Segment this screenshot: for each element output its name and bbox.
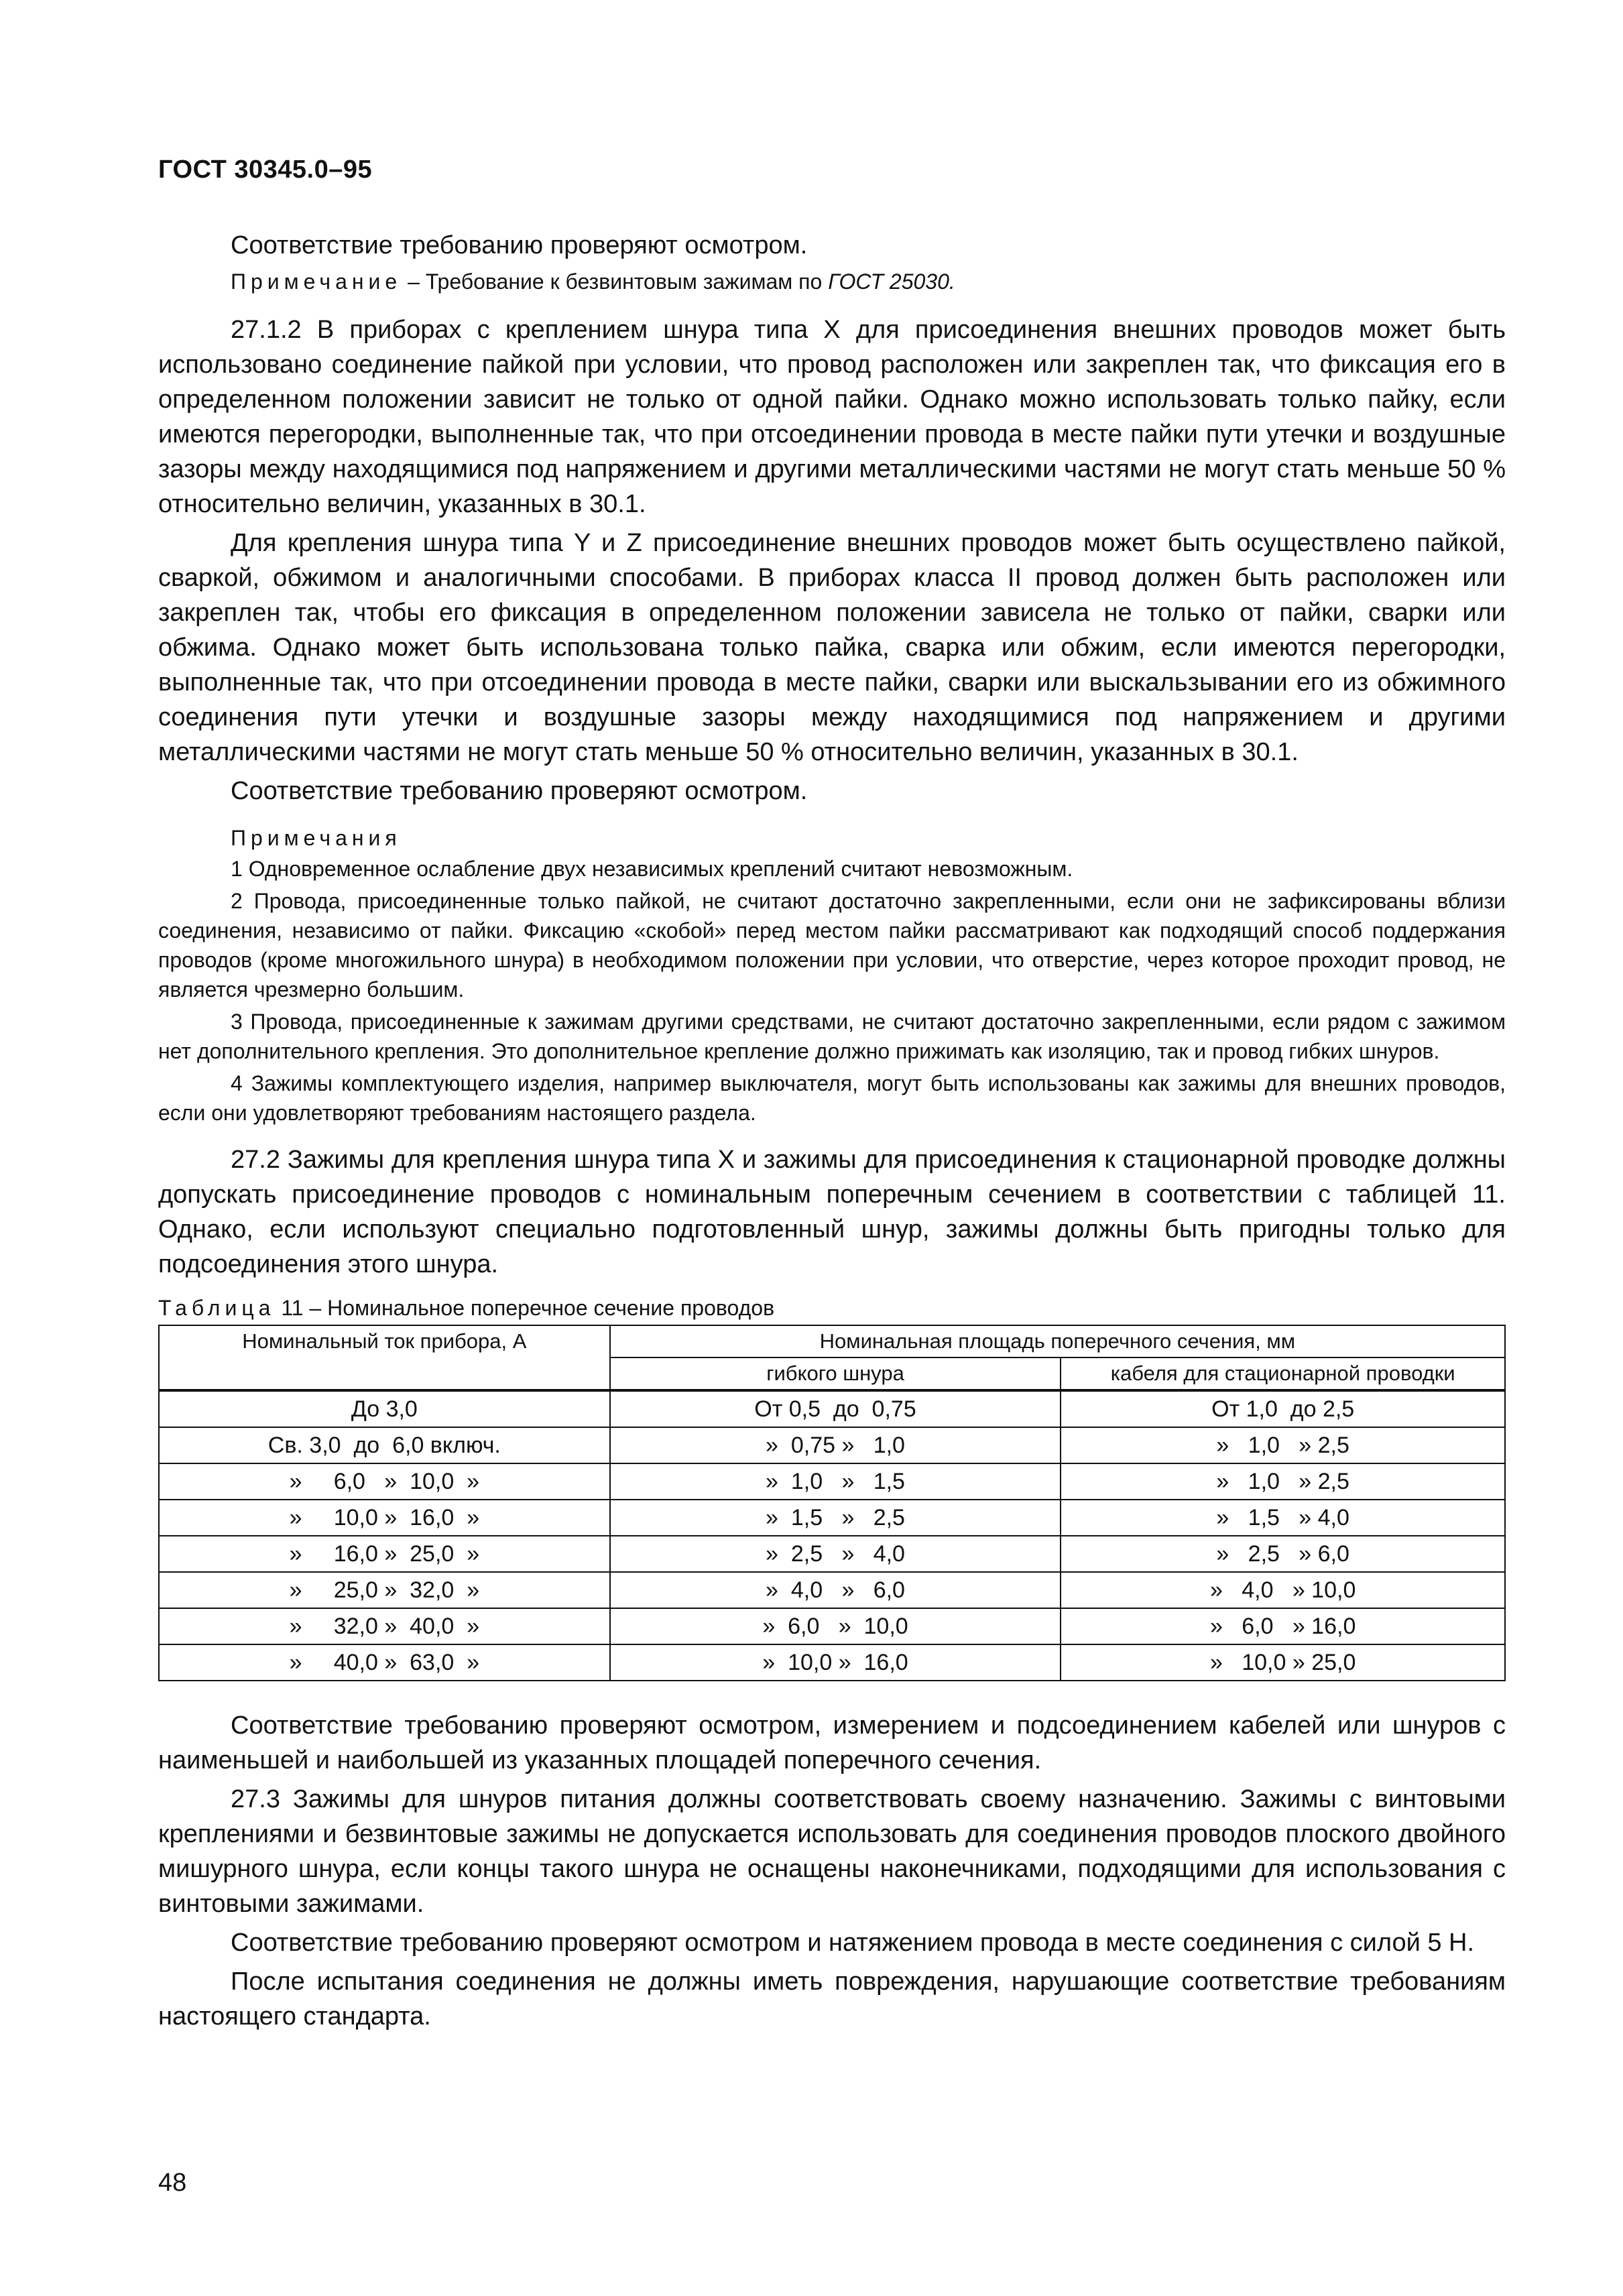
cell-current: До 3,0 (159, 1390, 610, 1427)
cell-fixed: » 1,0 » 2,5 (1061, 1427, 1505, 1463)
table-row (159, 1463, 1505, 1500)
cell-current: » 6,0 » 10,0 » (159, 1463, 610, 1500)
cell-flex: » 10,0 » 16,0 (610, 1644, 1061, 1681)
cell-current: Св. 3,0 до 6,0 включ. (159, 1427, 610, 1463)
notes-title: Примечания (231, 826, 402, 850)
cell-fixed: » 4,0 » 10,0 (1061, 1572, 1505, 1608)
document-header: ГОСТ 30345.0–95 (158, 156, 373, 184)
table-row (159, 1536, 1505, 1572)
cell-fixed: От 1,0 до 2,5 (1061, 1390, 1505, 1427)
note-text: – Требование к безвинтовым зажимам по (402, 269, 829, 294)
cell-current: » 10,0 » 16,0 » (159, 1500, 610, 1536)
cell-flex: » 6,0 » 10,0 (610, 1608, 1061, 1644)
page-number: 48 (158, 2169, 187, 2197)
paragraph-compliance-2: Соответствие требованию проверяют осмотром. (231, 777, 808, 805)
table-row (159, 1644, 1505, 1681)
note-item-4: 4 Зажимы комплектующего изделия, например выключателя, могут быть использованы как зажимы для внешних проводов, если они удовлетворяют требованиям настоящего раздела. (158, 1071, 1506, 1125)
document-body (158, 228, 1506, 2038)
table-row (159, 1608, 1505, 1644)
note-item-1: 1 Одновременное ослабление двух независимых креплений считают невозможным. (231, 857, 1073, 881)
cell-flex: » 2,5 » 4,0 (610, 1536, 1061, 1572)
cell-current: » 16,0 » 25,0 » (159, 1536, 610, 1572)
table-header-flex-cord: гибкого шнура (610, 1357, 1061, 1390)
note-item-2: 2 Провода, присоединенные только пайкой, не считают достаточно закрепленными, если они не зафиксированы вблизи соединения, независимо от пайки. Фиксацию «скобой» перед местом пайки рассматривают как подходящий способ поддержания проводов (кроме многожильного шнура) в необходимом положении при условии, что отверстие, через которое проходит провод, не является чрезмерно большим. (158, 889, 1506, 1002)
cell-fixed: » 10,0 » 25,0 (1061, 1644, 1505, 1681)
cell-flex: От 0,5 до 0,75 (610, 1390, 1061, 1427)
table-header-fixed-wiring: кабеля для стационарной проводки (1061, 1357, 1505, 1390)
table-header-area: Номинальная площадь поперечного сечения, мм (610, 1325, 1505, 1357)
table-caption-label: Таблица (158, 1296, 276, 1320)
paragraph-compliance-3: Соответствие требованию проверяют осмотром, измерением и подсоединением кабелей или шнуров с наименьшей и наибольшей из указанных площадей поперечного сечения. (158, 1711, 1506, 1774)
paragraph-compliance-4: Соответствие требованию проверяют осмотром и натяжением провода в месте соединения с силой 5 Н. (231, 1929, 1475, 1957)
cell-flex: » 1,0 » 1,5 (610, 1463, 1061, 1500)
cell-fixed: » 2,5 » 6,0 (1061, 1536, 1505, 1572)
cell-fixed: » 1,5 » 4,0 (1061, 1500, 1505, 1536)
cell-fixed: » 1,0 » 2,5 (1061, 1463, 1505, 1500)
table-11 (158, 1325, 1506, 1681)
note-label: Примечание (231, 269, 402, 294)
table-row (159, 1427, 1505, 1463)
table-body (159, 1390, 1505, 1681)
table-row (159, 1500, 1505, 1536)
table-11-caption (158, 1294, 1506, 1322)
spacer (158, 1130, 1506, 1142)
note-25030 (158, 267, 1506, 296)
paragraph-compliance-1: Соответствие требованию проверяют осмотром. (231, 231, 808, 259)
paragraph-27-1-2: 27.1.2 В приборах с креплением шнура типа X для присоединения внешних проводов может быть использовано соединение пайкой при условии, что провод расположен или закреплен так, что фиксация его в определенном положении зависит не только от одной пайки. Однако можно использовать только пайку, если имеются перегородки, выполненные так, что при отсоединении провода в месте пайки пути утечки и воздушные зазоры между находящимися под напряжением и другими металлическими частями не могут стать меньше 50 % относительно величин, указанных в 30.1. (158, 316, 1506, 518)
cell-flex: » 4,0 » 6,0 (610, 1572, 1061, 1608)
note-item-3: 3 Провода, присоединенные к зажимам другими средствами, не считают достаточно закрепленными, если рядом с зажимом нет дополнительного крепления. Это дополнительное крепление должно прижимать как изоляцию, так и провод гибких шнуров. (158, 1010, 1506, 1063)
table-row (159, 1572, 1505, 1608)
cell-current: » 25,0 » 32,0 » (159, 1572, 610, 1608)
table-caption-text: 11 – Номинальное поперечное сечение проводов (275, 1296, 775, 1320)
table-header-current: Номинальный ток прибора, А (159, 1325, 610, 1390)
paragraph-27-2: 27.2 Зажимы для крепления шнура типа X и зажимы для присоединения к стационарной проводке должны допускать присоединение проводов с номинальным поперечным сечением в соответствии с таблицей 11. Однако, если используют специально подготовленный шнур, зажимы должны быть пригодны только для подсоединения этого шнура. (158, 1146, 1506, 1278)
paragraph-27-3: 27.3 Зажимы для шнуров питания должны соответствовать своему назначению. Зажимы с винтовыми креплениями и безвинтовые зажимы не допускается использовать для соединения проводов плоского двойного мишурного шнура, если концы такого шнура не оснащены наконечниками, подходящими для использования с винтовыми зажимами. (158, 1785, 1506, 1918)
cell-fixed: » 6,0 » 16,0 (1061, 1608, 1505, 1644)
spacer (158, 1681, 1506, 1708)
paragraph-27-1-2-yz: Для крепления шнура типа Y и Z присоединение внешних проводов может быть осуществлено пайкой, сваркой, обжимом и аналогичными способами. В приборах класса II провод должен быть расположен или закреплен так, чтобы его фиксация в определенном положении зависела не только от пайки, сварки или обжима. Однако может быть использована только пайка, сварка или обжим, если имеются перегородки, выполненные так, что при отсоединении провода в месте пайки, сварки или выскальзывании его из обжимного соединения пути утечки и воздушные зазоры между находящимися под напряжением и другими металлическими частями не могут стать меньше 50 % относительно величин, указанных в 30.1. (158, 529, 1506, 766)
spacer (158, 300, 1506, 312)
paragraph-after-test: После испытания соединения не должны иметь повреждения, нарушающие соответствие требованиям настоящего стандарта. (158, 1968, 1506, 2031)
cell-flex: » 0,75 » 1,0 (610, 1427, 1061, 1463)
table-row (159, 1390, 1505, 1427)
cell-current: » 40,0 » 63,0 » (159, 1644, 610, 1681)
cell-current: » 32,0 » 40,0 » (159, 1608, 610, 1644)
note-reference: ГОСТ 25030. (828, 269, 955, 294)
cell-flex: » 1,5 » 2,5 (610, 1500, 1061, 1536)
